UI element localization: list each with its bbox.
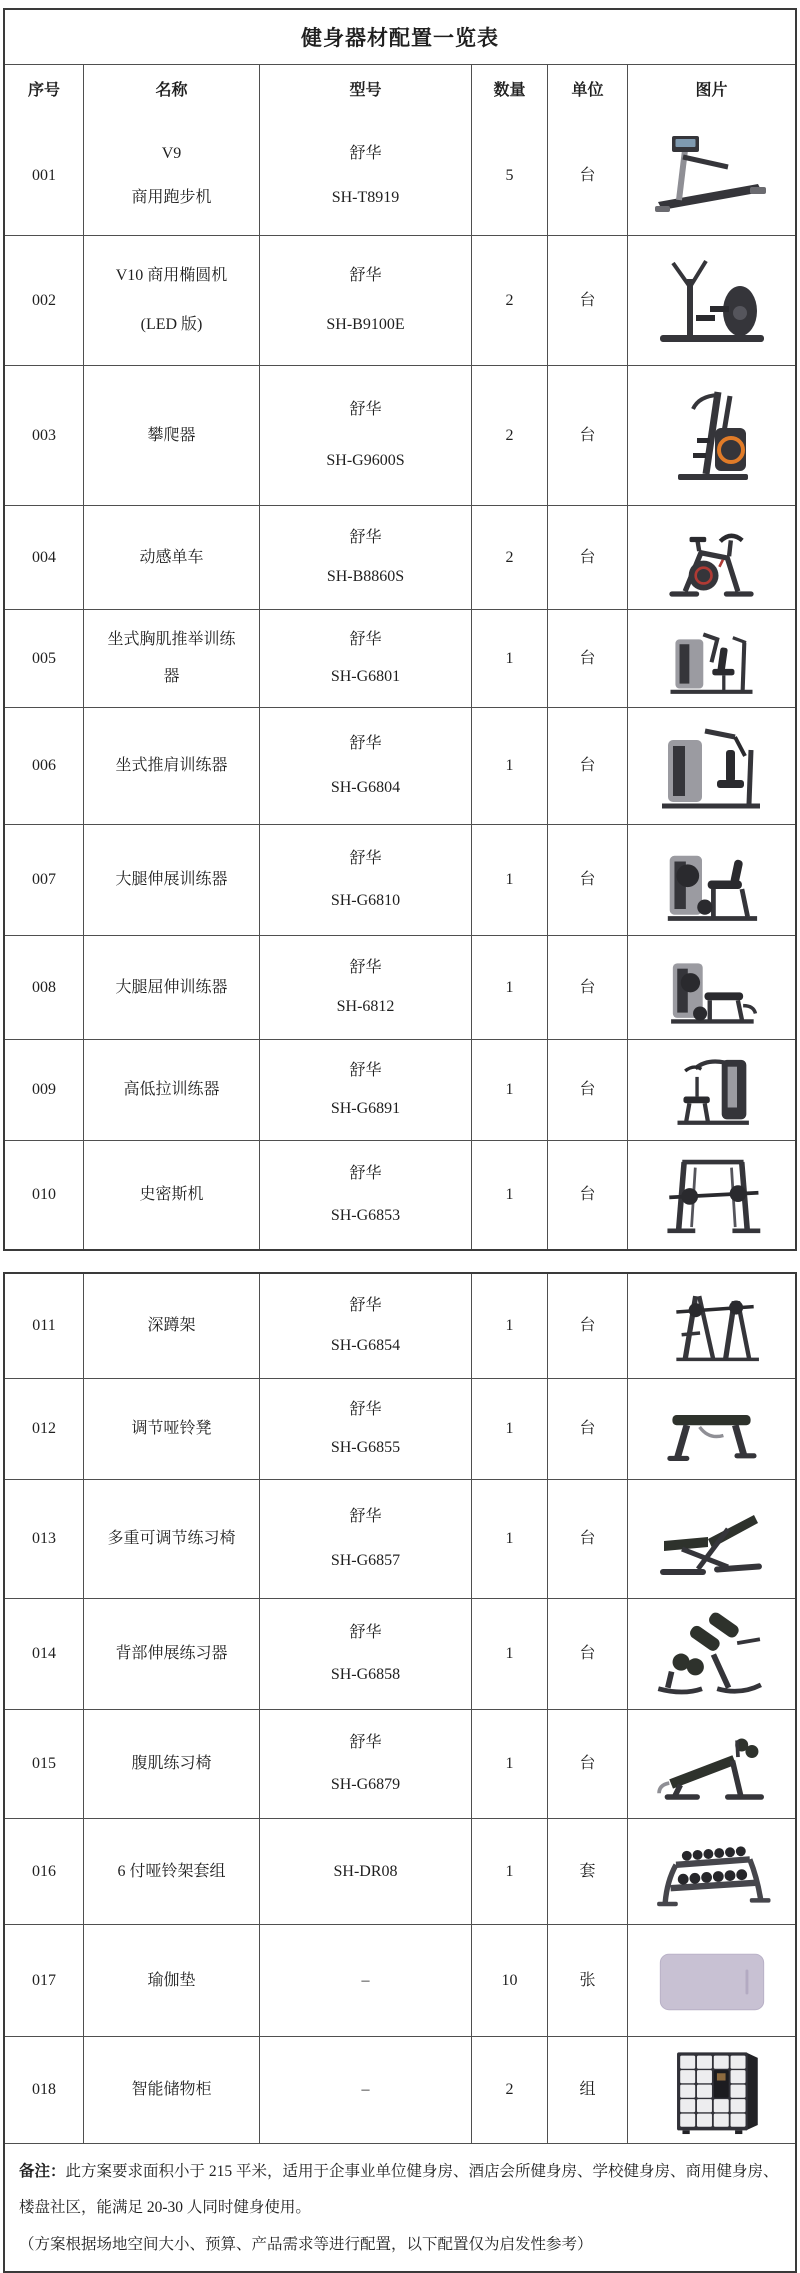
equipment-image-cell: [627, 2037, 795, 2143]
equipment-name-cell: [83, 1925, 259, 2036]
quantity-cell: 1: [471, 708, 547, 824]
quantity-cell: 1: [471, 1599, 547, 1709]
equipment-name-cell: [83, 236, 259, 365]
row-number-cell: 012: [32, 1420, 56, 1437]
quantity-cell: 10: [471, 1925, 547, 2036]
text-line: SH-G6804: [330, 779, 401, 796]
equipment-model-cell: [259, 936, 471, 1039]
unit-cell: 台: [547, 936, 627, 1039]
unit-cell: 组: [547, 2037, 627, 2143]
header-unit: 单位: [547, 65, 627, 117]
text-line: 深蹲架: [147, 1317, 196, 1334]
treadmill-image: [642, 126, 782, 226]
back-extension-image: [645, 1607, 778, 1702]
table-2-body: [5, 1274, 795, 2143]
equipment-name-cell: [83, 1480, 259, 1598]
table-row: [5, 1140, 795, 1249]
table-row: [5, 935, 795, 1039]
text-line: 坐式胸肌推举训练: [107, 630, 236, 648]
squat-rack-image: [650, 1282, 773, 1370]
text-line: –: [361, 2081, 370, 2098]
text-line: 6 付哑铃架套组: [117, 1862, 226, 1880]
row-number-cell: 011: [32, 1317, 56, 1334]
text-line: 攀爬器: [147, 426, 196, 444]
text-line: (LED 版): [140, 315, 203, 333]
equipment-name-cell: [83, 1710, 259, 1818]
row-number-cell: 014: [32, 1645, 56, 1662]
quantity-cell: 1: [471, 1819, 547, 1924]
table-row: [5, 1039, 795, 1140]
equipment-image-cell: [627, 366, 795, 505]
text-line: 舒华: [349, 1061, 382, 1079]
header-no: 序号: [27, 82, 60, 99]
text-line: 器: [163, 668, 180, 686]
text-line: 舒华: [349, 1507, 382, 1525]
notes-label: 备注：: [19, 2163, 66, 2180]
table-row: [5, 824, 795, 935]
equipment-model-cell: [259, 1274, 471, 1378]
row-number-cell: 018: [32, 2081, 56, 2098]
text-line: SH-6812: [336, 998, 395, 1016]
equipment-image-cell: [627, 1480, 795, 1598]
header-model: 型号: [259, 65, 471, 117]
equipment-image-cell: [627, 236, 795, 365]
ab-bench-image: [647, 1718, 777, 1811]
equipment-image-cell: [627, 1379, 795, 1479]
chest-press-image: [654, 618, 769, 700]
text-line: 舒华: [349, 400, 382, 418]
table-row: [5, 1709, 795, 1818]
row-number-cell: 010: [32, 1186, 56, 1203]
equipment-name-cell: [83, 366, 259, 505]
notes-line-2: （方案根据场地空间大小、预算、产品需求等进行配置，以下配置仅为启发性参考）: [19, 2235, 593, 2253]
equipment-model-cell: [259, 1040, 471, 1140]
equipment-image-cell: [627, 1274, 795, 1378]
row-number-cell: 005: [32, 649, 56, 667]
text-line: 智能储物柜: [131, 2081, 212, 2098]
unit-cell: 台: [547, 506, 627, 609]
quantity-cell: 1: [471, 1710, 547, 1818]
text-line: 腹肌练习椅: [131, 1755, 212, 1772]
text-line: V9: [161, 144, 182, 162]
equipment-table-2: [3, 1272, 797, 2273]
unit-cell: 台: [547, 366, 627, 505]
text-line: 商用跑步机: [131, 189, 212, 207]
row-number-cell: 003: [32, 426, 56, 444]
quantity-cell: 2: [471, 366, 547, 505]
equipment-name-cell: [83, 2037, 259, 2143]
equipment-image-cell: [627, 610, 795, 707]
notes-text-1: 此方案要求面积小于 215 平米，适用于企事业单位健身房、酒店会所健身房、学校健身房、商用健身房、楼盘社区，能满足 20-30 人同时健身使用。: [19, 2163, 779, 2217]
text-line: 舒华: [349, 735, 382, 752]
climber-image: [642, 386, 782, 486]
text-line: 舒华: [349, 630, 382, 648]
row-number-cell: 008: [32, 978, 56, 996]
row-number-cell: 004: [32, 548, 56, 566]
equipment-model-cell: [259, 610, 471, 707]
header-qty: 数量: [471, 65, 547, 117]
equipment-name-cell: [83, 825, 259, 935]
row-number-cell: 015: [32, 1755, 56, 1772]
unit-cell: 张: [547, 1925, 627, 2036]
equipment-model-cell: [259, 2037, 471, 2143]
equipment-name-cell: [83, 936, 259, 1039]
equipment-name-cell: [83, 1379, 259, 1479]
quantity-cell: 1: [471, 610, 547, 707]
equipment-name-cell: [83, 1599, 259, 1709]
text-line: SH-G6810: [330, 892, 401, 909]
spin-bike-image: [650, 514, 773, 602]
unit-cell: 台: [547, 708, 627, 824]
equipment-model-cell: [259, 366, 471, 505]
text-line: 舒华: [349, 1165, 382, 1183]
quantity-cell: 2: [471, 236, 547, 365]
flat-bench-image: [652, 1387, 771, 1472]
table-row: [5, 707, 795, 824]
quantity-cell: 2: [471, 2037, 547, 2143]
table-row: [5, 505, 795, 609]
unit-cell: 台: [547, 236, 627, 365]
quantity-cell: 1: [471, 1274, 547, 1378]
text-line: 舒华: [349, 267, 382, 285]
equipment-model-cell: [259, 506, 471, 609]
table-row: [5, 1479, 795, 1598]
equipment-image-cell: [627, 1819, 795, 1924]
unit-cell: 台: [547, 610, 627, 707]
text-line: 舒华: [349, 1624, 382, 1641]
equipment-image-cell: [627, 1599, 795, 1709]
yoga-mat-image: [645, 1933, 779, 2029]
text-line: V10 商用椭圆机: [115, 267, 228, 285]
equipment-model-cell: [259, 117, 471, 235]
text-line: 背部伸展练习器: [115, 1645, 228, 1662]
dumbbell-rack-image: [649, 1827, 775, 1917]
equipment-model-cell: [259, 708, 471, 824]
equipment-model-cell: [259, 236, 471, 365]
text-line: SH-T8919: [331, 189, 400, 207]
text-line: SH-G6854: [330, 1337, 401, 1354]
equipment-name-cell: [83, 1819, 259, 1924]
row-number-cell: 006: [32, 757, 56, 774]
equipment-model-cell: [259, 1819, 471, 1924]
unit-cell: 台: [547, 1379, 627, 1479]
table-row: [5, 1274, 795, 1378]
equipment-image-cell: [627, 825, 795, 935]
text-line: SH-B8860S: [326, 568, 405, 586]
equipment-image-cell: [627, 936, 795, 1039]
notes-line-1: [19, 2154, 781, 2227]
equipment-name-cell: [83, 610, 259, 707]
text-line: 舒华: [349, 1297, 382, 1314]
unit-cell: 台: [547, 117, 627, 235]
equipment-model-cell: [259, 1480, 471, 1598]
text-line: 舒华: [349, 528, 382, 546]
text-line: SH-G6857: [330, 1552, 401, 1570]
shoulder-press-image: [642, 716, 782, 816]
pulldown-image: [652, 1048, 771, 1133]
equipment-image-cell: [627, 117, 795, 235]
equipment-name-cell: [83, 506, 259, 609]
text-line: SH-B9100E: [326, 315, 405, 333]
equipment-image-cell: [627, 1141, 795, 1249]
row-number-cell: 009: [32, 1081, 56, 1098]
equipment-image-cell: [627, 1710, 795, 1818]
text-line: SH-G6855: [330, 1439, 401, 1457]
equipment-name-cell: [83, 708, 259, 824]
quantity-cell: 1: [471, 825, 547, 935]
equipment-image-cell: [627, 1925, 795, 2036]
notes-section: [5, 2143, 795, 2271]
unit-cell: 套: [547, 1819, 627, 1924]
table-row: [5, 117, 795, 235]
quantity-cell: 1: [471, 1480, 547, 1598]
text-line: 动感单车: [139, 548, 204, 566]
unit-cell: 台: [547, 825, 627, 935]
row-number-cell: 013: [32, 1530, 56, 1547]
text-line: 大腿屈伸训练器: [115, 978, 228, 996]
text-line: 舒华: [349, 958, 382, 976]
unit-cell: 台: [547, 1599, 627, 1709]
equipment-config-document: [3, 8, 797, 2273]
table-row: [5, 365, 795, 505]
equipment-model-cell: [259, 1925, 471, 2036]
text-line: 大腿伸展训练器: [115, 871, 228, 888]
page-title: 健身器材配置一览表: [301, 26, 499, 50]
text-line: 多重可调节练习椅: [107, 1530, 236, 1547]
text-line: 坐式推肩训练器: [115, 757, 228, 774]
unit-cell: 台: [547, 1480, 627, 1598]
row-number-cell: 007: [32, 871, 56, 888]
adjustable-bench-image: [642, 1489, 782, 1589]
text-line: –: [361, 1971, 370, 1989]
quantity-cell: 1: [471, 936, 547, 1039]
leg-curl-image: [650, 944, 773, 1032]
quantity-cell: 1: [471, 1141, 547, 1249]
equipment-name-cell: [83, 1141, 259, 1249]
text-line: 瑜伽垫: [147, 1971, 196, 1989]
row-number-cell: 001: [32, 167, 56, 184]
equipment-model-cell: [259, 1710, 471, 1818]
text-line: SH-G6858: [330, 1666, 401, 1683]
equipment-image-cell: [627, 708, 795, 824]
row-number-cell: 016: [32, 1862, 56, 1880]
text-line: 舒华: [349, 850, 382, 867]
text-line: 高低拉训练器: [123, 1081, 220, 1098]
text-line: SH-G6879: [330, 1775, 401, 1793]
elliptical-image: [642, 251, 782, 351]
equipment-image-cell: [627, 506, 795, 609]
table-row: [5, 1924, 795, 2036]
header-name: 名称: [83, 65, 259, 117]
equipment-image-cell: [627, 1040, 795, 1140]
table-row: [5, 235, 795, 365]
table-row: [5, 1818, 795, 1924]
text-line: 史密斯机: [139, 1186, 204, 1203]
quantity-cell: 5: [471, 117, 547, 235]
unit-cell: 台: [547, 1141, 627, 1249]
equipment-model-cell: [259, 1379, 471, 1479]
table-row: [5, 1598, 795, 1709]
quantity-cell: 1: [471, 1040, 547, 1140]
text-line: 舒华: [349, 1400, 382, 1418]
smith-machine-image: [647, 1149, 777, 1242]
table-header-row: [5, 64, 795, 117]
text-line: SH-G6853: [330, 1206, 401, 1224]
text-line: SH-G6891: [330, 1100, 401, 1118]
equipment-name-cell: [83, 1040, 259, 1140]
leg-extension-image: [645, 833, 778, 928]
table-row: [5, 609, 795, 707]
equipment-model-cell: [259, 1599, 471, 1709]
table-1-body: [5, 117, 795, 1249]
equipment-model-cell: [259, 1141, 471, 1249]
unit-cell: 台: [547, 1710, 627, 1818]
text-line: 调节哑铃凳: [131, 1420, 212, 1437]
text-line: 舒华: [349, 1734, 382, 1752]
equipment-name-cell: [83, 117, 259, 235]
text-line: SH-DR08: [333, 1862, 398, 1880]
text-line: SH-G6801: [330, 668, 401, 686]
text-line: 舒华: [349, 144, 382, 162]
quantity-cell: 1: [471, 1379, 547, 1479]
table-row: [5, 2036, 795, 2143]
unit-cell: 台: [547, 1274, 627, 1378]
equipment-model-cell: [259, 825, 471, 935]
header-image: 图片: [627, 65, 795, 117]
row-number-cell: 002: [32, 291, 56, 309]
table-row: [5, 1378, 795, 1479]
row-number-cell: 017: [32, 1971, 56, 1989]
locker-image: [648, 2045, 775, 2136]
equipment-table-1: [3, 8, 797, 1251]
text-line: SH-G9600S: [326, 452, 405, 470]
quantity-cell: 2: [471, 506, 547, 609]
unit-cell: 台: [547, 1040, 627, 1140]
equipment-name-cell: [83, 1274, 259, 1378]
